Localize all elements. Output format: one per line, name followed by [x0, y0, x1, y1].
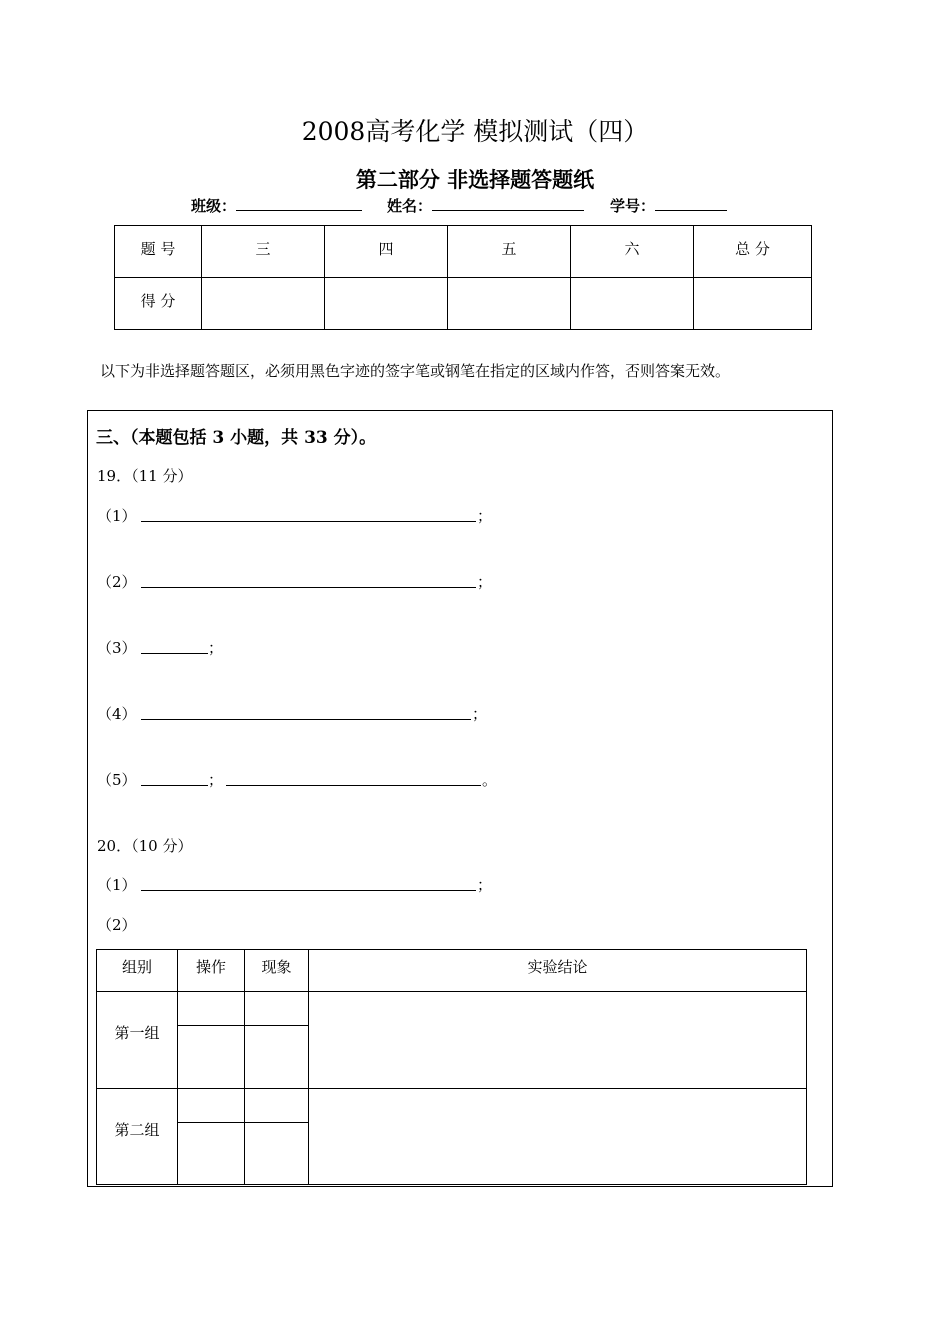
page-title: 2008高考化学 模拟测试（四） — [301, 117, 649, 146]
score-header-cell: 五 — [448, 226, 571, 278]
exp-cell[interactable] — [245, 1123, 309, 1185]
id-label: 学号： — [610, 197, 656, 215]
exp-cell[interactable] — [178, 1026, 245, 1089]
score-cell[interactable] — [694, 278, 812, 330]
score-header-cell: 六 — [571, 226, 694, 278]
exp-cell[interactable] — [245, 1026, 309, 1089]
q19-label: 19．（11 分） — [97, 467, 193, 485]
q19-semicolon: ； — [477, 507, 493, 525]
q19-semicolon: ； — [208, 639, 224, 657]
q20-answer-line-1[interactable] — [141, 890, 476, 891]
q19-answer-line-2[interactable] — [141, 587, 476, 588]
q19-answer-line-5b[interactable] — [226, 785, 481, 786]
class-field — [191, 195, 362, 216]
section-heading: 三、（本题包括 3 小题，共 33 分）。 — [96, 428, 377, 448]
q19-part-2-label: （2） — [97, 573, 137, 591]
q19-part-5-label: （5） — [97, 771, 137, 789]
q19-part-4-label: （4） — [97, 705, 137, 723]
q19-semicolon: ； — [208, 771, 224, 789]
exp-group-1-label: 第一组 — [97, 992, 178, 1089]
q19-answer-line-4[interactable] — [141, 719, 471, 720]
q19-answer-line-3[interactable] — [141, 653, 208, 654]
q19-period: 。 — [482, 771, 498, 789]
exp-header-operation: 操作 — [178, 950, 245, 992]
exp-header-conclusion: 实验结论 — [309, 950, 807, 992]
exp-header-phenomenon: 现象 — [245, 950, 309, 992]
exp-conclusion-cell[interactable] — [309, 992, 807, 1089]
exp-cell[interactable] — [245, 992, 309, 1026]
exp-conclusion-cell[interactable] — [309, 1089, 807, 1185]
score-cell[interactable] — [571, 278, 694, 330]
exp-cell[interactable] — [245, 1089, 309, 1123]
q19-part-1-label: （1） — [97, 507, 137, 525]
q19-answer-line-1[interactable] — [141, 521, 476, 522]
score-table — [114, 225, 812, 330]
score-cell[interactable] — [202, 278, 325, 330]
q20-label: 20．（10 分） — [97, 837, 193, 855]
score-cell[interactable] — [325, 278, 448, 330]
q19-semicolon: ； — [477, 573, 493, 591]
exp-group-2-label: 第二组 — [97, 1089, 178, 1185]
exp-cell[interactable] — [178, 1089, 245, 1123]
q20-semicolon: ； — [477, 876, 493, 894]
class-input-line[interactable] — [236, 196, 362, 211]
id-field — [610, 195, 727, 216]
score-header-cell: 题 号 — [115, 226, 202, 278]
score-header-cell: 总 分 — [694, 226, 812, 278]
exp-cell[interactable] — [178, 1123, 245, 1185]
score-header-cell: 三 — [202, 226, 325, 278]
experiment-table — [96, 949, 807, 1185]
q19-part-3-label: （3） — [97, 639, 137, 657]
score-row-label: 得 分 — [115, 278, 202, 330]
q20-part-1-label: （1） — [97, 876, 137, 894]
instruction-note: 以下为非选择题答题区，必须用黑色字迹的签字笔或钢笔在指定的区域内作答，否则答案无效。 — [100, 362, 731, 380]
q19-semicolon: ； — [472, 705, 488, 723]
score-header-cell: 四 — [325, 226, 448, 278]
class-label: 班级： — [191, 197, 237, 215]
page-subtitle: 第二部分 非选择题答题纸 — [355, 168, 595, 192]
name-label: 姓名： — [387, 197, 433, 215]
exp-header-group: 组别 — [97, 950, 178, 992]
name-field — [387, 195, 584, 216]
exp-cell[interactable] — [178, 992, 245, 1026]
q19-answer-line-5a[interactable] — [141, 785, 208, 786]
score-cell[interactable] — [448, 278, 571, 330]
id-input-line[interactable] — [655, 196, 727, 211]
name-input-line[interactable] — [432, 196, 584, 211]
q20-part-2-label: （2） — [97, 916, 137, 934]
